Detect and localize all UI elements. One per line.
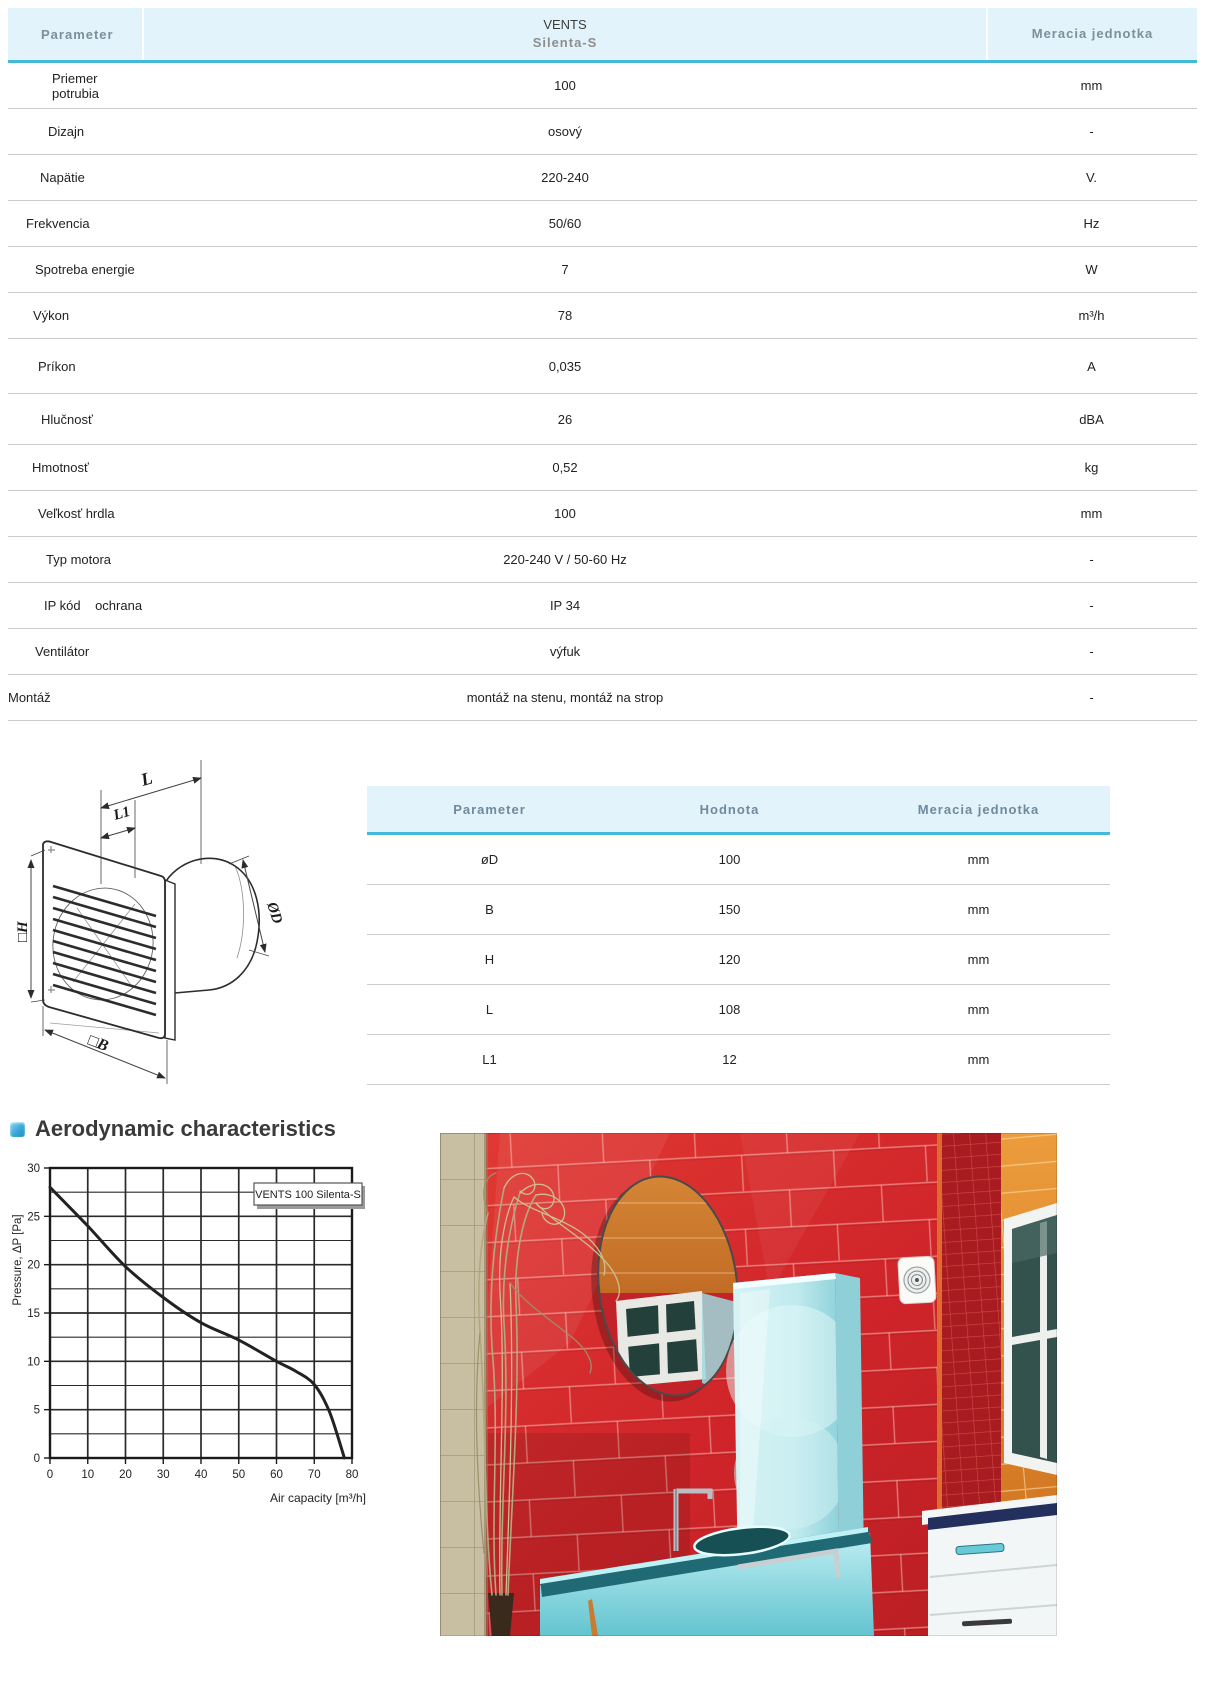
section-heading — [10, 1116, 336, 1142]
dim-value: 120 — [718, 952, 741, 967]
y-tick-label: 15 — [27, 1308, 40, 1320]
bathroom-photo — [440, 1133, 1057, 1636]
row-label: Dizajn — [48, 124, 85, 139]
spec-row — [8, 63, 1197, 109]
y-tick-label: 30 — [27, 1163, 40, 1175]
dimensions-table — [367, 786, 1110, 1085]
row-label: Ventilátor — [35, 644, 90, 659]
dim-param: L1 — [482, 1052, 497, 1067]
y-tick-label: 20 — [27, 1259, 40, 1272]
dim-unit: mm — [967, 902, 990, 917]
blue-square-bullet-icon — [10, 1122, 25, 1137]
row-unit: - — [1089, 124, 1094, 139]
spec-row — [8, 155, 1197, 201]
row-value: 7 — [561, 262, 569, 277]
row-unit: mm — [1080, 78, 1103, 93]
mosaic-column — [937, 1133, 1001, 1518]
row-value: 100 — [554, 506, 576, 521]
row-unit: - — [1089, 552, 1094, 567]
row-label: Spotreba energie — [35, 262, 135, 277]
row-label: Montáž — [8, 690, 51, 705]
row-value: 50/60 — [548, 216, 582, 231]
row-value: 0,035 — [548, 358, 582, 374]
dims-row — [367, 835, 1110, 885]
dim-label-L: L — [138, 767, 155, 790]
y-axis-title: Pressure, ΔP [Pa] — [12, 1214, 24, 1306]
dim-label-B: □B — [85, 1031, 111, 1056]
x-tick-label: 10 — [81, 1469, 95, 1481]
row-label: Hmotnosť — [32, 460, 89, 475]
row-unit: - — [1089, 598, 1094, 613]
x-tick-label: 30 — [156, 1469, 170, 1481]
front-grille — [43, 841, 175, 1040]
dims-value-header: Hodnota — [699, 801, 760, 817]
y-tick-label: 25 — [27, 1211, 40, 1224]
row-value: osový — [548, 124, 582, 139]
dim-param: øD — [480, 852, 499, 867]
dim-param: B — [485, 902, 494, 917]
dim-unit: mm — [967, 1002, 990, 1017]
row-value: 0,52 — [552, 460, 578, 475]
section-title: Aerodynamic characteristics — [35, 1116, 336, 1141]
spec-row — [8, 201, 1197, 247]
row-unit: - — [1089, 644, 1094, 659]
row-value: 220-240 — [541, 170, 589, 185]
x-axis-title: Air capacity [m³/h] — [269, 1491, 366, 1505]
dim-label-H: □H — [15, 921, 31, 942]
dim-unit: mm — [967, 1052, 990, 1067]
spec-row — [8, 675, 1197, 721]
product-header — [144, 8, 986, 60]
row-unit: dBA — [1079, 411, 1104, 427]
row-label: Priemer potrubia — [52, 70, 102, 101]
product-model: Silenta-S — [532, 35, 598, 50]
row-unit: A — [1087, 358, 1096, 374]
dims-row — [367, 885, 1110, 935]
dims-row — [367, 985, 1110, 1035]
dim-value: 108 — [718, 1002, 741, 1017]
x-tick-label: 0 — [46, 1469, 54, 1481]
spec-row — [8, 293, 1197, 339]
spec-row — [8, 445, 1197, 491]
pressure-curve — [50, 1187, 344, 1458]
row-label: Výkon — [33, 308, 70, 323]
row-label: Príkon — [38, 358, 76, 374]
product-name: VENTS — [543, 17, 587, 33]
x-tick-label: 20 — [119, 1469, 132, 1481]
row-label: Hlučnosť — [41, 411, 93, 427]
row-label: IP kód ochrana — [44, 598, 143, 613]
row-label: Veľkosť hrdla — [38, 506, 115, 521]
dimensions-table-header — [367, 786, 1110, 835]
row-label: Napätie — [40, 170, 85, 185]
y-tick-label: 10 — [27, 1356, 40, 1369]
drawer-cabinet — [928, 1503, 1057, 1636]
y-tick-label: 0 — [33, 1453, 40, 1465]
row-unit: - — [1089, 690, 1094, 705]
dim-unit: mm — [967, 852, 990, 867]
row-value: 26 — [557, 411, 573, 427]
dims-row — [367, 1035, 1110, 1085]
row-unit: V. — [1085, 170, 1098, 185]
unit-header: Meracia jednotka — [986, 8, 1197, 60]
row-label: Frekvencia — [26, 216, 90, 231]
beige-tile-strip — [440, 1133, 488, 1636]
spec-row — [8, 491, 1197, 537]
dim-value: 150 — [718, 902, 741, 917]
x-tick-label: 50 — [232, 1469, 246, 1481]
row-unit: W — [1085, 262, 1098, 277]
wall-fan-unit — [898, 1256, 936, 1304]
spec-row — [8, 537, 1197, 583]
y-tick-label: 5 — [33, 1404, 40, 1417]
row-label: Typ motora — [46, 552, 112, 567]
spec-row — [8, 109, 1197, 155]
dim-unit: mm — [967, 952, 990, 967]
spec-row — [8, 583, 1197, 629]
fan-dimension-diagram — [15, 738, 345, 1086]
dim-label-D: ØD — [263, 900, 286, 926]
spec-row — [8, 629, 1197, 675]
dim-value: 100 — [718, 852, 741, 867]
x-tick-label: 60 — [270, 1469, 283, 1481]
row-value: 220-240 V / 50-60 Hz — [503, 552, 627, 567]
dim-param: L — [485, 1002, 494, 1017]
row-unit: kg — [1084, 460, 1099, 475]
dims-row — [367, 935, 1110, 985]
spec-row — [8, 247, 1197, 293]
x-tick-label: 80 — [345, 1469, 359, 1481]
spec-table-header — [8, 8, 1197, 63]
dim-label-L1: L1 — [111, 803, 133, 824]
spec-table — [8, 8, 1197, 721]
legend-label: VENTS 100 Silenta-S — [255, 1189, 361, 1201]
spec-row — [8, 339, 1197, 394]
window — [1004, 1203, 1057, 1475]
row-unit: Hz — [1083, 216, 1100, 231]
row-value: 78 — [557, 308, 573, 323]
x-tick-label: 70 — [307, 1469, 321, 1481]
row-value: 100 — [554, 78, 576, 93]
dim-value: 12 — [722, 1052, 737, 1067]
row-value: IP 34 — [549, 598, 581, 613]
x-tick-label: 40 — [194, 1469, 208, 1481]
dims-unit-header: Meracia jednotka — [917, 801, 1040, 817]
dim-param: H — [484, 952, 495, 967]
row-unit: m³/h — [1078, 308, 1105, 323]
duct-outline — [163, 858, 259, 994]
spec-row — [8, 394, 1197, 445]
row-value: výfuk — [549, 644, 581, 659]
row-value: montáž na stenu, montáž na strop — [466, 690, 664, 705]
dims-param-header: Parameter — [453, 801, 526, 817]
parameter-header: Parameter — [8, 8, 144, 60]
row-unit: mm — [1080, 506, 1103, 521]
aero-chart — [6, 1156, 378, 1508]
